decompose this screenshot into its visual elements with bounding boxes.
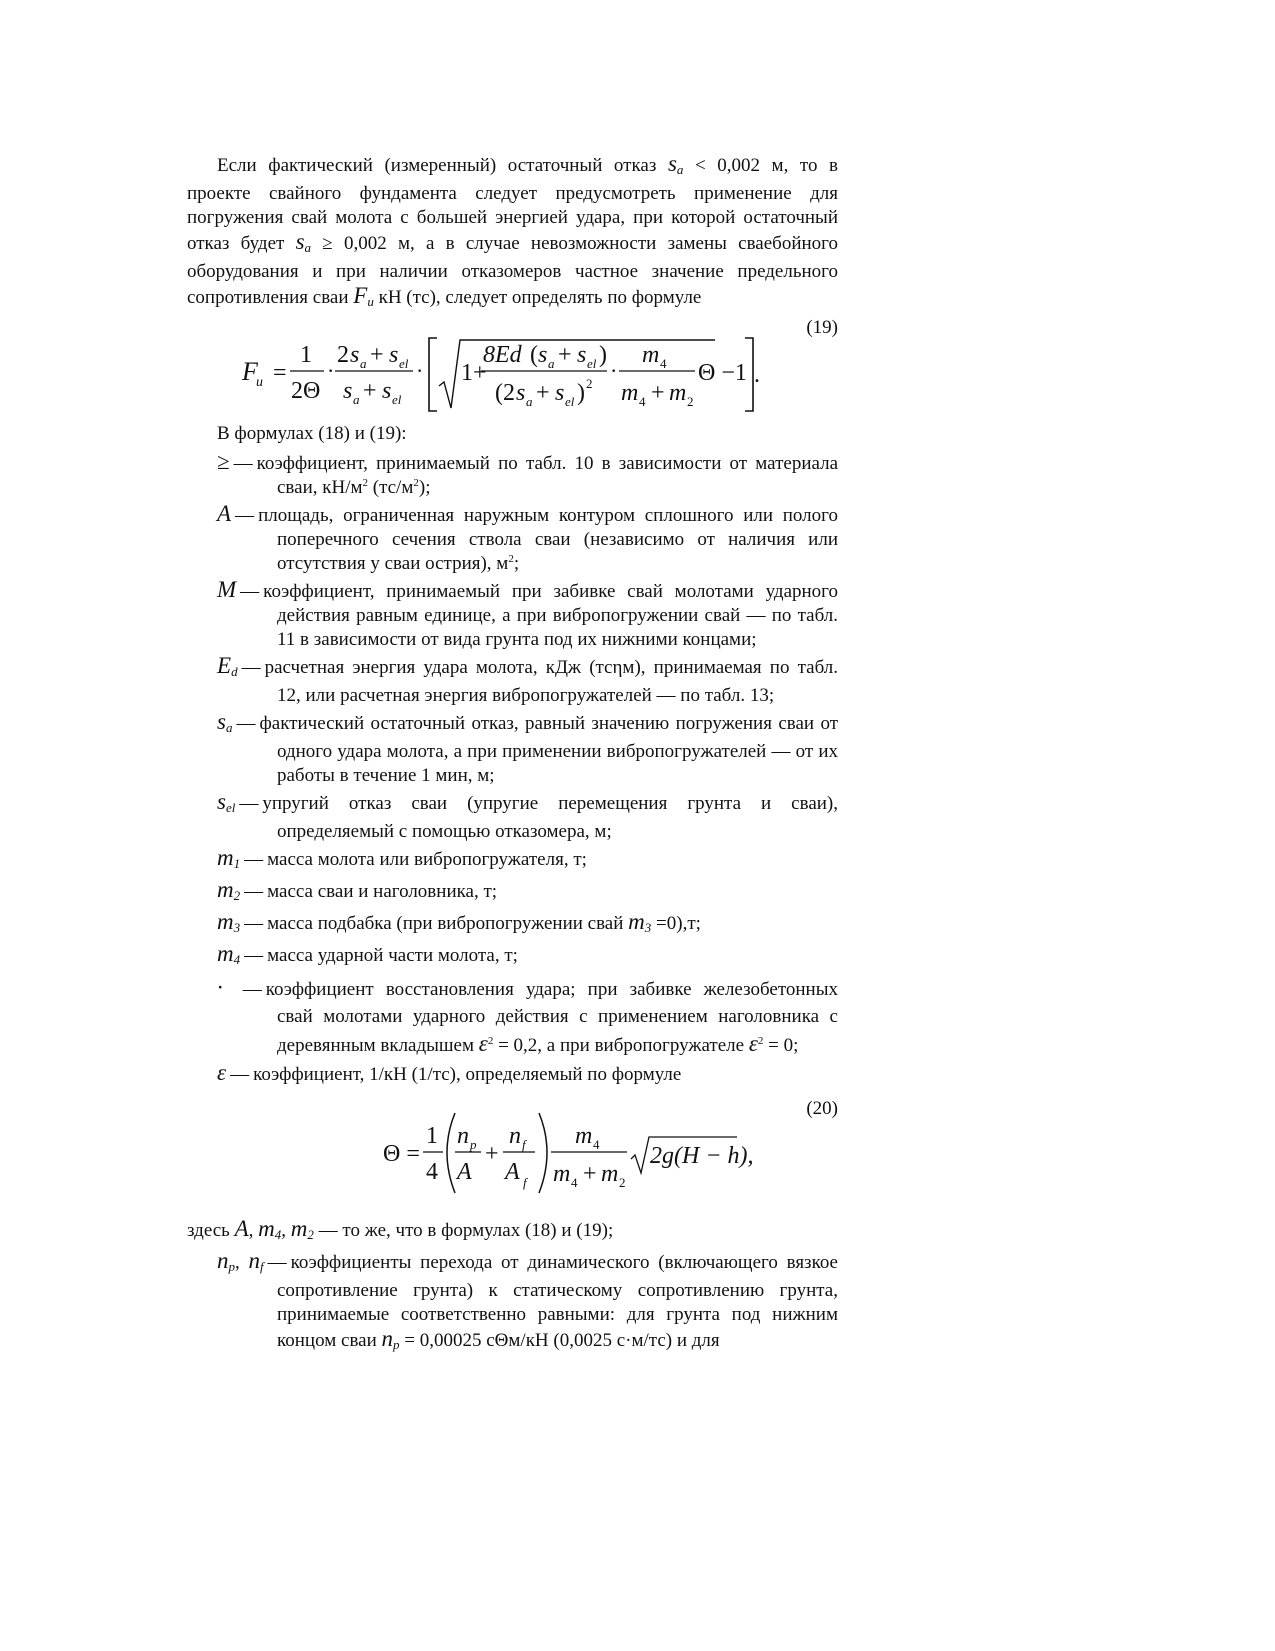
def-text: , xyxy=(235,1252,249,1273)
def-symbol: ε xyxy=(748,1031,758,1056)
def-dash: — xyxy=(244,849,264,870)
eq-rparen: ) xyxy=(599,342,607,368)
symbol-m: m xyxy=(258,1216,275,1241)
definition-item xyxy=(187,578,838,652)
para-text: Если фактический (измеренный) остаточный отказ xyxy=(217,155,668,176)
def-symbol: m xyxy=(628,909,645,934)
def-symbol: E xyxy=(217,653,232,678)
eq-A: A xyxy=(457,1159,472,1185)
def-symbol: m xyxy=(217,877,234,902)
here-text: , xyxy=(248,1220,259,1241)
definition-item xyxy=(187,846,838,876)
eq-s: s xyxy=(577,342,587,368)
def-subscript: 2 xyxy=(233,888,241,903)
intro-paragraph xyxy=(187,152,838,314)
eq-sub-2: 2 xyxy=(687,394,694,409)
eq-p: p xyxy=(470,1137,477,1152)
eq-plus: + xyxy=(536,380,550,406)
definition-item xyxy=(187,654,838,708)
eq-sub-2: 2 xyxy=(619,1175,626,1190)
para-text: < 0,002 м, то в проекте свайного фундамента следует предусмотреть применение для погружения свай молота с большей энергией удара, при которой остаточный отказ будет xyxy=(187,155,838,254)
def-dash: — xyxy=(233,453,253,474)
symbol-s: s xyxy=(667,151,677,176)
def-text: упругий отказ сваи (упругие перемещения грунта и сваи), определяемый с помощью отказомера, м; xyxy=(262,793,838,842)
definition-item xyxy=(187,710,838,788)
para-text: ≥ 0,002 м, а в случае невозможности замены сваебойного оборудования и при наличии отказомеров частное значение предельного сопротивления сваи xyxy=(187,233,838,308)
def-dash: — xyxy=(242,979,262,1000)
def-subscript: 1 xyxy=(233,856,241,871)
eq-a: a xyxy=(548,356,555,371)
equation-20-graphic xyxy=(187,1097,838,1217)
def-text: = 0,2, а при вибропогружателе xyxy=(493,1035,749,1056)
symbol-m: m xyxy=(290,1216,308,1241)
definition-item xyxy=(187,878,838,908)
def-subscript: 3 xyxy=(644,920,652,935)
eq-rparen: ) xyxy=(577,380,585,406)
eq-plus: + xyxy=(370,342,384,368)
eq-plus: + xyxy=(485,1141,499,1167)
def-text: масса ударной части молота, т; xyxy=(267,945,518,966)
eq-a: a xyxy=(526,394,533,409)
def-sup: 2 xyxy=(413,477,419,489)
subscript-2: 2 xyxy=(307,1227,314,1242)
def-dash: — xyxy=(244,913,264,934)
eq-plus: + xyxy=(558,342,572,368)
definition-item xyxy=(187,942,838,972)
eq-equals: = xyxy=(273,360,287,386)
def-symbol: · xyxy=(217,975,223,1000)
def-dash: — xyxy=(235,505,255,526)
eq-m: m xyxy=(553,1161,571,1187)
eq-m: m xyxy=(642,342,660,368)
def-dash: — xyxy=(267,1252,287,1273)
def-text: коэффициент, принимаемый при забивке свай молотами ударного действия равным единице, а при вибропогружении свай — по табл. 11 в зависимости от вида грунта под их нижними концами; xyxy=(263,581,838,650)
eq-m: m xyxy=(601,1161,619,1187)
def-sup: 2 xyxy=(757,1035,764,1047)
subscript-4: 4 xyxy=(274,1227,282,1242)
def-text: фактический остаточный отказ, равный значению погружения сваи от одного удара молота, а при применении вибропогружателей — от их работы в течение 1 мин, м; xyxy=(259,713,838,786)
def-text: коэффициенты перехода от динамического (включающего вязкое сопротивление грунта) к статическому сопротивлению грунта, принимаемые соответственно равными: для грунта под нижним концом сваи xyxy=(277,1252,838,1351)
def-text: площадь, ограниченная наружным контуром сплошного или полого поперечного сечения ствола сваи (независимо от наличия или отсутствия у сваи острия), м xyxy=(258,505,838,574)
eq-s: s xyxy=(538,342,548,368)
eq-squared: 2 xyxy=(586,376,593,391)
eq-sub-4: 4 xyxy=(639,394,646,409)
eq-denom-open: (2 xyxy=(495,380,515,406)
def-dash: — xyxy=(244,881,264,902)
eq-plus: + xyxy=(363,378,377,404)
eq-dot: · xyxy=(327,358,335,383)
def-text: коэффициент, принимаемый по табл. 10 в зависимости от материала сваи, кН/м xyxy=(256,453,838,498)
definition-item xyxy=(187,974,838,1059)
eq-m: m xyxy=(575,1123,593,1149)
def-symbol: m xyxy=(217,845,234,870)
eq-theta-minus-one: Θ −1 xyxy=(698,360,747,386)
eq-s: s xyxy=(350,342,360,368)
def-text: = 0; xyxy=(763,1035,799,1056)
symbol-A: A xyxy=(234,1216,249,1241)
def-text: масса сваи и наголовника, т; xyxy=(267,881,498,902)
def-symbol: n xyxy=(381,1326,394,1351)
eq-F: F xyxy=(242,357,258,386)
def-symbol: n xyxy=(248,1248,261,1273)
eq-s: s xyxy=(382,378,392,404)
def-symbol: n xyxy=(217,1248,229,1273)
def-symbol: ≥ xyxy=(217,449,230,474)
eq-sqrt-body: 2g(H − h), xyxy=(650,1143,754,1169)
document-page xyxy=(187,152,838,1359)
def-subscript: 4 xyxy=(233,952,241,967)
def-subscript: p xyxy=(228,1259,235,1274)
eq-s: s xyxy=(389,342,399,368)
eq-one-plus: 1+ xyxy=(461,360,487,386)
def-dash: — xyxy=(240,581,260,602)
eq-f: f xyxy=(522,1137,526,1152)
def-symbol: ε xyxy=(478,1031,488,1056)
eq-m: m xyxy=(621,380,639,406)
eq-sub-4: 4 xyxy=(571,1175,578,1190)
def-symbol: m xyxy=(217,941,234,966)
eq-el: el xyxy=(399,356,409,371)
eq-n: n xyxy=(457,1123,469,1149)
eq-s: s xyxy=(555,380,565,406)
def-text: масса подбабка (при вибропогружении свай xyxy=(267,913,629,934)
def-dash: — xyxy=(241,657,261,678)
def-text: (тс/м xyxy=(368,477,414,498)
equation-19 xyxy=(187,316,838,416)
eq-dot: · xyxy=(416,358,424,383)
eq-el: el xyxy=(392,392,402,407)
eq-n: n xyxy=(509,1123,521,1149)
symbol-f: F xyxy=(353,283,368,308)
def-symbol: ε xyxy=(217,1060,227,1085)
def-sup: 2 xyxy=(487,1035,494,1047)
def-text: ; xyxy=(513,553,520,574)
def-text: расчетная энергия удара молота, кДж (тсηм), принимаемая по табл. 12, или расчетная энергия вибропогружателей — по табл. 13; xyxy=(264,657,838,706)
def-text: коэффициент, 1/кН (1/тс), определяемый по формуле xyxy=(253,1064,682,1085)
def-text: = 0,00025 сΘм/кН (0,0025 с·м/тс) и для xyxy=(399,1330,720,1351)
eq-four: 4 xyxy=(426,1159,438,1185)
def-dash: — xyxy=(230,1064,250,1085)
symbol-s: s xyxy=(295,229,305,254)
def-dash: — xyxy=(239,793,259,814)
definition-item xyxy=(187,450,838,500)
here-text: , xyxy=(281,1220,291,1241)
definition-item xyxy=(187,790,838,844)
def-text: масса молота или вибропогружателя, т; xyxy=(267,849,587,870)
definition-item xyxy=(187,502,838,576)
eq-el: el xyxy=(587,356,597,371)
eq-theta-equals: Θ = xyxy=(383,1141,420,1167)
subscript-a: a xyxy=(676,162,684,177)
eq-f: f xyxy=(523,1175,527,1190)
eq-lparen: ( xyxy=(530,342,538,368)
eq-el: el xyxy=(565,394,575,409)
def-subscript: el xyxy=(225,800,236,815)
definitions-intro: В формулах (18) и (19): xyxy=(217,423,407,444)
eq-s: s xyxy=(516,380,526,406)
eq-u: u xyxy=(256,375,263,390)
eq-A: A xyxy=(505,1159,520,1185)
equation-20 xyxy=(187,1097,838,1217)
definition-item xyxy=(187,1061,838,1087)
eq-plus: + xyxy=(651,380,665,406)
definition-item xyxy=(187,910,838,940)
def-symbol: s xyxy=(217,709,226,734)
def-subscript: p xyxy=(393,1337,400,1352)
def-text: коэффициент восстановления удара; при забивке железобетонных свай молотами ударного действия с применением наголовника с деревянным вкладышем xyxy=(265,979,838,1056)
def-sup: 2 xyxy=(508,553,514,565)
subscript-u: u xyxy=(367,294,374,309)
eq-dot: · xyxy=(610,358,618,383)
eq-one: 1 xyxy=(426,1123,438,1149)
eq-num-2: 2 xyxy=(337,342,349,368)
here-text: — то же, что в формулах (18) и (19); xyxy=(313,1220,614,1241)
def-subscript: a xyxy=(225,720,233,735)
def-text: =0),т; xyxy=(651,913,701,934)
def-symbol: m xyxy=(217,909,234,934)
para-text: кН (тс), следует определять по формуле xyxy=(373,287,702,308)
eq-plus: + xyxy=(583,1161,597,1187)
subscript-a: a xyxy=(304,240,312,255)
here-text: здесь xyxy=(187,1220,235,1241)
eq-sub-4: 4 xyxy=(593,1137,600,1152)
eq-m: m xyxy=(669,380,687,406)
eq-period: . xyxy=(754,362,760,388)
def-subscript: f xyxy=(260,1259,264,1274)
def-subscript: d xyxy=(231,664,238,679)
eq-a: a xyxy=(360,356,367,371)
def-symbol: s xyxy=(217,789,226,814)
def-symbol: A xyxy=(217,501,232,526)
eq-two-theta: 2Θ xyxy=(291,378,321,404)
eq-s: s xyxy=(343,378,353,404)
def-sup: 2 xyxy=(362,477,369,489)
equation-number: (19) xyxy=(806,317,838,338)
eq-one: 1 xyxy=(300,342,312,368)
def-symbol: M xyxy=(217,577,237,602)
here-line xyxy=(187,1217,838,1247)
def-text: ); xyxy=(418,477,431,498)
equation-number: (20) xyxy=(806,1098,838,1119)
eq-a: a xyxy=(353,392,360,407)
def-dash: — xyxy=(236,713,256,734)
def-subscript: 3 xyxy=(233,920,241,935)
definitions-list xyxy=(187,450,838,1087)
def-dash: — xyxy=(244,945,264,966)
definition-item-np-nf xyxy=(187,1249,838,1357)
equation-19-graphic xyxy=(187,316,838,416)
eq-8Ed: 8Ed xyxy=(483,342,522,368)
eq-sub-4: 4 xyxy=(660,356,667,371)
